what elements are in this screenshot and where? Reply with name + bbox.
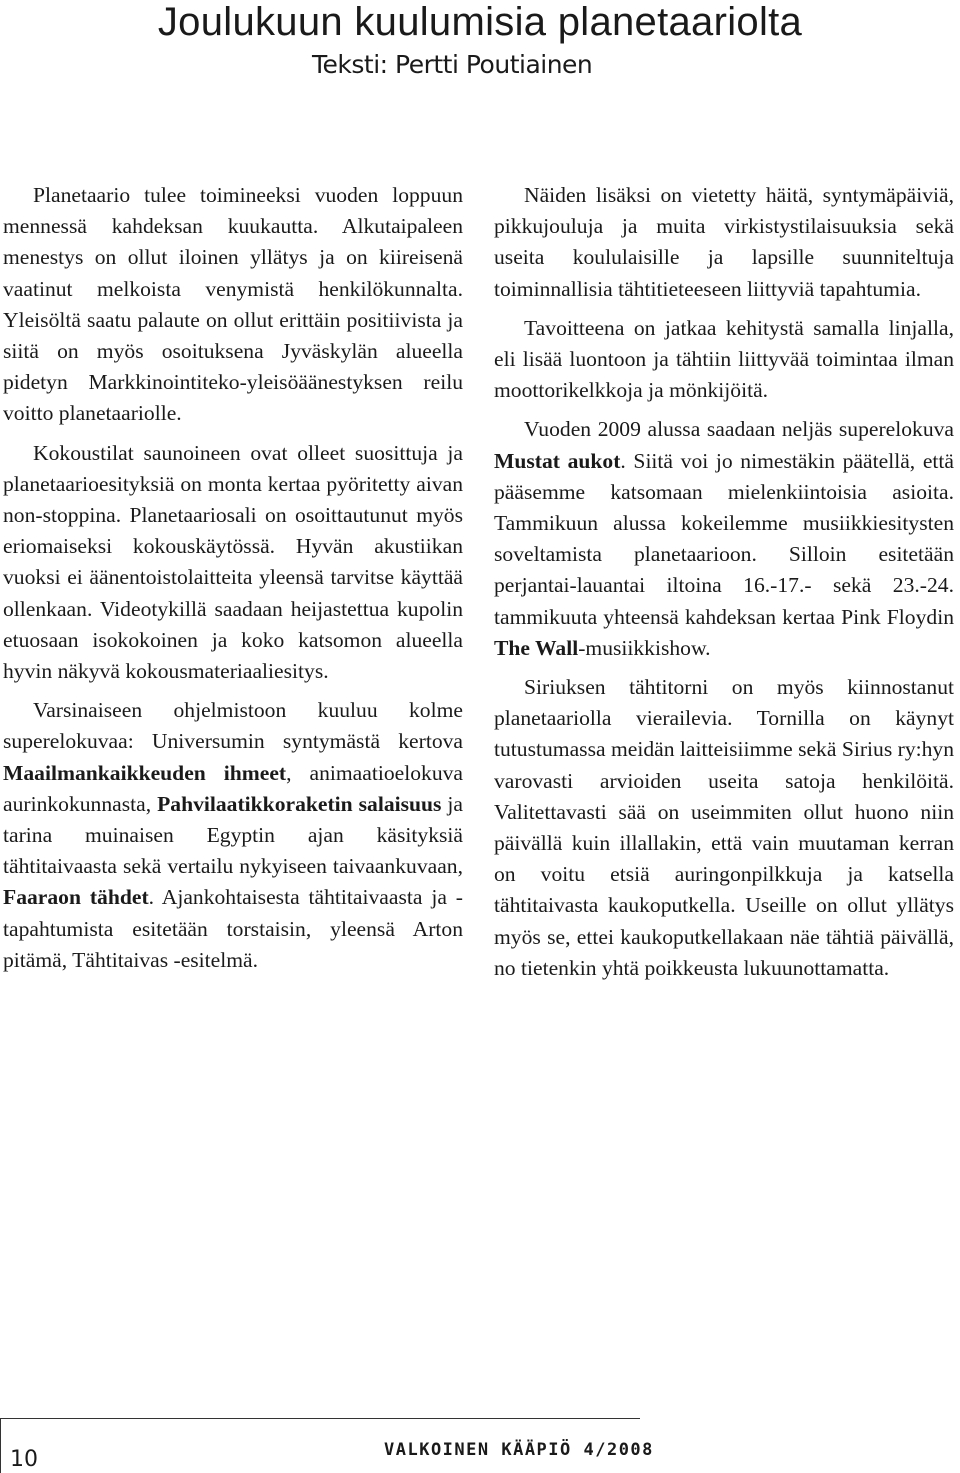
text-run: Vuoden 2009 alussa saadaan neljäs superelokuva (524, 417, 954, 442)
film-title: Mustat aukot (494, 448, 621, 473)
paragraph: Siriuksen tähtitorni on myös kiinnostanut planetaariolla vierailevia. Tornilla on käynyt tutustumassa meidän laitteisiimme sekä Sirius ry:hyn varovasti arvioiden useita satoja henkilöitä. Valitettavasti sää on useimmiten ollut huono niin päivällä kuin illallakin, että vain muutaman kerran on voitu etsiä auringonpilkkuja ja katsella tähtitaivasta kaukoputkella. Useille on ollut yllätys myös se, ettei kaukoputkellakaan näe tähtiä päivällä, no tietenkin yhtä poikkeusta lukuunottamatta. (494, 675, 955, 980)
text-run: . Siitä voi jo nimestäkin päätellä, että pääsemme katsomaan mielenkiintoisia asioita. Tammikuun alussa kokeilemme musiikkiesitysten soveltamista planetaarioon. Silloin esitetään perjantai-lauantai iltoina 16.-17.- sekä 23.-24. tammikuuta yhteensä kahdeksan kertaa Pink Floydin (494, 448, 954, 629)
paragraph (494, 414, 954, 664)
footer-rule (0, 1418, 640, 1419)
text-run: ja tarina muinaisen Egyptin ajan käsityksiä tähtitaivaasta sekä vertailu nykyiseen taivaankuvaan, (3, 791, 463, 879)
show-title: The Wall (494, 635, 579, 660)
paragraph: Tavoitteena on jatkaa kehitystä samalla linjalla, eli lisää luontoon ja tähtiin liittyvää toimintaa ilman moottorikelkkoja ja mönkijöitä. (494, 315, 954, 403)
film-title: Pahvilaatikkoraketin salaisuus (157, 791, 442, 816)
text-run: . Ajankohtaisesta tähtitaivaasta ja - tapahtumista esitetään torstaisin, yleensä Arton pitämä, Tähtitaivas -esitelmä. (3, 885, 463, 972)
film-title: Maailmankaikkeuden ihmeet (3, 760, 287, 785)
paragraph (3, 695, 463, 976)
film-title: Faaraon tähdet (3, 885, 149, 910)
text-run: -musiikkishow. (578, 635, 711, 660)
article-byline: Teksti: Pertti Poutiainen (312, 50, 593, 79)
paragraph: Planetaario tulee toimineeksi vuoden loppuun mennessä kahdeksan kuukautta. Alkutaipaleen menestys on ollut iloinen yllätys ja on kiireisenä vaatinut melkoista venymistä henkilökunnalta. Yleisöltä saatu palaute on ollut erittäin positiivista ja siitä on myös osoituksena Jyväskylän alueella pidetyn Markkinointiteko-yleisöäänestyksen reilu voitto planetaariolle. (3, 183, 463, 426)
publication-footer: VALKOINEN KÄÄPIÖ 4/2008 (384, 1440, 654, 1460)
right-column (494, 180, 954, 992)
article-title: Joulukuun kuulumisia planetaariolta (157, 0, 803, 44)
page-number: 10 (10, 1447, 38, 1472)
text-run: , animaatioelokuva aurinkokunnasta, (3, 760, 463, 816)
left-column (3, 180, 463, 984)
paragraph: Näiden lisäksi on vietetty häitä, syntymäpäiviä, pikkujouluja ja muita virkistystilaisuuksia sekä useita koululaisille ja lapsille suunniteltuja toiminnallisia tähtitieteeseen liittyviä tapahtumia. (494, 183, 954, 301)
text-run: Varsinaiseen ohjelmistoon kuuluu kolme superelokuvaa: Universumin syntymästä kertova (3, 698, 463, 754)
paragraph: Kokoustilat saunoineen ovat olleet suosittuja ja planetaarioesityksiä on monta kertaa pyöritetty aivan non-stoppina. Planetaariosali on osoittautunut myös eriomaiseksi kokouskäytössä. Hyvän akustiikan vuoksi ei äänentoistolaitteita yleensä tarvitse käyttää ollenkaan. Videotykillä saadaan heijastettua kupolin etuosaan isokokoinen ja koko katsomon alueella hyvin näkyvä kokousmateriaaliesitys. (3, 440, 463, 684)
footer-rule-vertical (0, 1418, 1, 1473)
